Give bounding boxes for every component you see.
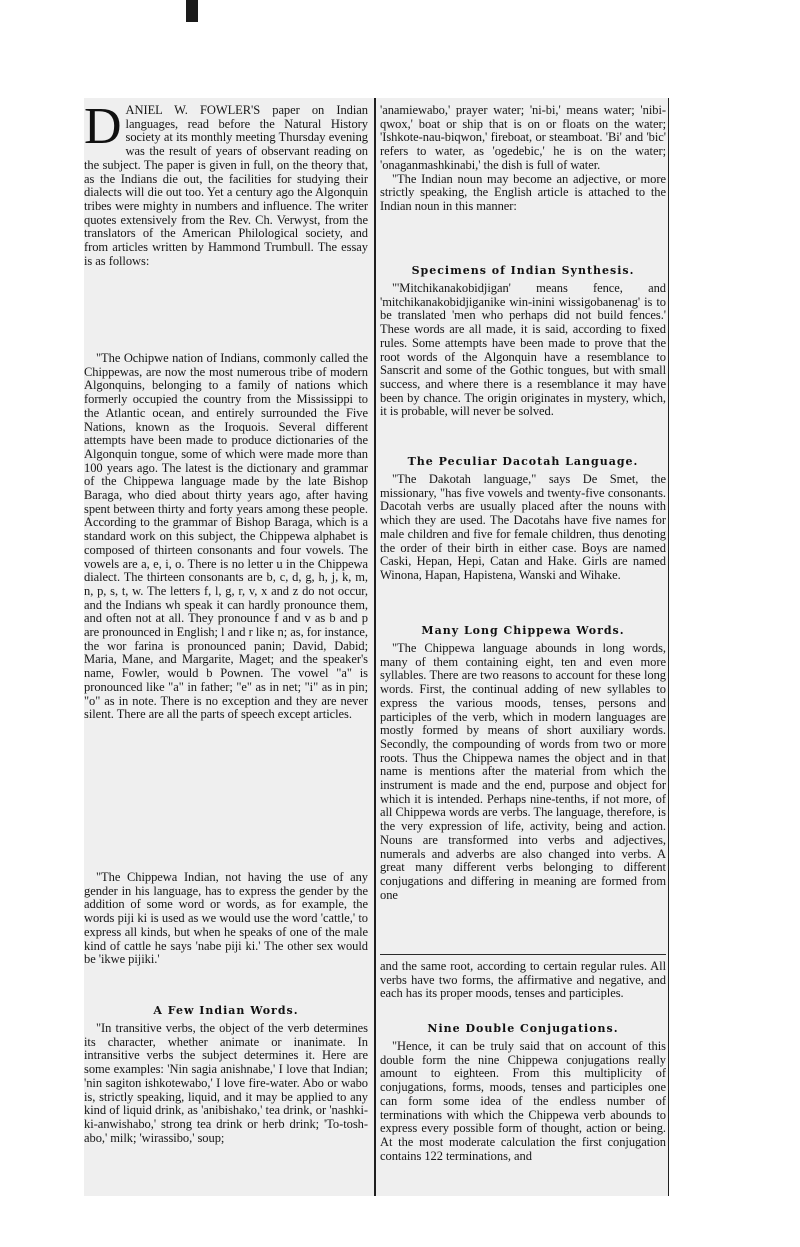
newspaper-clipping <box>84 98 669 1196</box>
drop-cap: D <box>84 104 122 155</box>
subheading-conjugations: Nine Double Conjugations. <box>427 1022 619 1035</box>
paragraph-transitive: "In transitive verbs, the object of the verb determines its character, whether animate or inanimate. In intransitive verbs the subject determines it. Here are some examples: 'Nin sagia anishnabe,' I love that Indian; 'nin sagiton ishkotewabo,' I love fire-water. Abo or wabo is, strictly speaking, liquid, and it may be applied to any kind of liquid drink, as 'anibishako,' tea drink, or 'nashki-ki-anwishabo,' strong tea drink or herb drink; 'To-tosh-abo,' milk; 'wirassibo,' soup; <box>84 1021 368 1145</box>
paragraph-synthesis: "'Mitchikanakobidjigan' means fence, and 'mitchikanakobidjiganike win-inini wissigobanenag' is to be translated 'men who perhaps did not build fences.' These words are all made, it is said, according to fixed rules. Some attempts have been made to prove that the root words of the Algonquin have a resemblance to Sanscrit and some of the Gothic tongues, but with small success, and where there is a resemblance it may have been by chance. The origin originates in mystery, which, it is probable, will never be solved. <box>380 281 666 419</box>
column-rule-outer <box>668 98 669 1196</box>
paragraph-dacotah: "The Dakotah language," says De Smet, the missionary, "has five vowels and twenty-five consonants. Dacotah verbs are usually placed after the nouns with which they are used. The Dacotahs have five names for male children and five for female children, thus denoting the order of their birth in either case. Boys are named Caski, Hepan, Hepi, Catan and Hake. Girls are named Winona, Hapan, Hapistena, Wanski and Wihake. <box>380 472 666 582</box>
paragraph-noun: "The Indian noun may become an adjective, or more strictly speaking, the English article is attached to the Indian noun in this manner: <box>380 171 666 213</box>
paragraph-ochipwe: "The Ochipwe nation of Indians, commonly called the Chippewas, are now the most numerous tribe of modern Algonquins, belonging to a family of nations which formerly occupied the country from the Mississippi to the Atlantic ocean, and entirely surrounded the Five Nations, known as the Iroquois. Several different attempts have been made to produce dictionaries of the Algonquin tongue, some of which were made more than 100 years ago. The latest is the dictionary and grammar of the Chippewa language made by the late Bishop Baraga, who died about thirty years ago, after having spent between thirty and forty years among these people. According to the grammar of Bishop Baraga, which is a standard work on this subject, the Chippewa alphabet is composed of thirteen consonants and four vowels. The vowels are a, e, i, o. There is no letter u in the Chippewa dialect. The thirteen consonants are b, c, d, g, h, j, k, m, n, p, s, t, w. The letters f, l, g, r, v, x and z do not occur, and the Indians wh speak it can hardly pronounce them, and often not at all. They pronounce f and v as b and p are pronounced in English; l and r like n; as, for instance, the wor farina is pronounced panin; David, Dabid; Maria, Mane, and Margarite, Maget; and the speaker's name, Fowler, would b Pownen. The vowel "a" is pronounced like "a" in father; "e" as in net; "i" as in pin; "o" as in note. There is no exception and they are never silent. There are all the parts of speech except articles. <box>84 351 368 722</box>
body-block-1 <box>84 352 368 722</box>
body-block-r5 <box>380 960 666 1001</box>
paragraph-verb-forms: and the same root, according to certain regular rules. All verbs have two forms, the affirmative and negative, and each has its proper moods, tenses and participles. <box>380 959 666 1001</box>
left-column <box>84 104 368 1190</box>
paragraph-conjugations: "Hence, it can be truly said that on account of this double form the nine Chippewa conjugations really amount to eighteen. From this multiplicity of conjugations, forms, moods, tenses and participles one can form some idea of the endless number of terminations with which the Chippewa verb abounds to express every possible form of thought, action or being. At the most moderate calculation the first conjugation contains 122 terminations, and <box>380 1039 666 1163</box>
subheading-indian-words: A Few Indian Words. <box>153 1004 299 1017</box>
body-block-r3 <box>380 473 666 583</box>
body-block-r1 <box>380 104 666 214</box>
scan-mark <box>186 0 198 22</box>
column-rule <box>374 98 376 1196</box>
intro-text: ANIEL W. FOWLER'S paper on Indian languages, read before the Natural History society at its monthly meeting Thursday evening was the result of years of observant reading on the subject. The paper is given in full, on the theory that, as the Indians die out, the facilities for studying their dialects will die out too. Yet a century ago the Algonquin tribes were mighty in numbers and influence. The writer quotes extensively from the Rev. Ch. Verwyst, from the translators of the American Philological society, and from articles written by Hammond Trumbull. The essay is as follows: <box>84 104 368 268</box>
subheading-long-words: Many Long Chippewa Words. <box>421 624 625 637</box>
paragraph-water: 'anamiewabo,' prayer water; 'ni-bi,' means water; 'nibi-qwox,' boat or ship that is on or floats on the water; 'Ishkote-nau-biqwon,' fireboat, or steamboat. 'Bi' and 'bic' refers to water, as 'ogedebic,' he is on the water; 'onaganmashkinabi,' the dish is full of water. <box>380 104 666 172</box>
body-block-r2 <box>380 282 666 419</box>
column-break-line <box>380 954 666 955</box>
body-block-r6 <box>380 1040 666 1163</box>
subheading-dacotah: The Peculiar Dacotah Language. <box>407 455 639 468</box>
body-block-r4 <box>380 642 666 902</box>
paragraph-long-words: "The Chippewa language abounds in long words, many of them containing eight, ten and even more syllables. There are two reasons to account for these long words. First, the continual adding of new syllables to express the various moods, tenses, persons and participles of the verb, which in modern languages are mostly formed by means of short auxiliary words. Secondly, the compounding of words from two or more roots. Thus the Chippewa names the object and in that name is mentions after the material from which the instrument is made and the end, purpose and object for which it is intended. Perhaps nine-tenths, if not more, of all Chippewa words are verbs. The language, therefore, is the very expression of life, activity, being and action. Nouns are transformed into verbs and adjectives, numerals and adverbs are also changed into verbs. A great many different verbs belonging to different conjugations and differing in meaning are formed from one <box>380 641 666 902</box>
intro-paragraph <box>84 104 368 268</box>
body-block-2 <box>84 871 368 967</box>
right-column <box>380 104 666 1190</box>
paragraph-gender: "The Chippewa Indian, not having the use of any gender in his language, has to express the gender by the addition of some word or words, as for example, the words piji ki is used as we would use the word 'cattle,' to express all kinds, but when he speaks of one of the male kind of cattle he says 'nabe piji ki.' The other sex would be 'ikwe pijiki.' <box>84 870 368 967</box>
subheading-synthesis: Specimens of Indian Synthesis. <box>411 264 635 277</box>
intro-block <box>84 104 368 268</box>
scan-border <box>0 0 800 95</box>
body-block-3 <box>84 1022 368 1145</box>
